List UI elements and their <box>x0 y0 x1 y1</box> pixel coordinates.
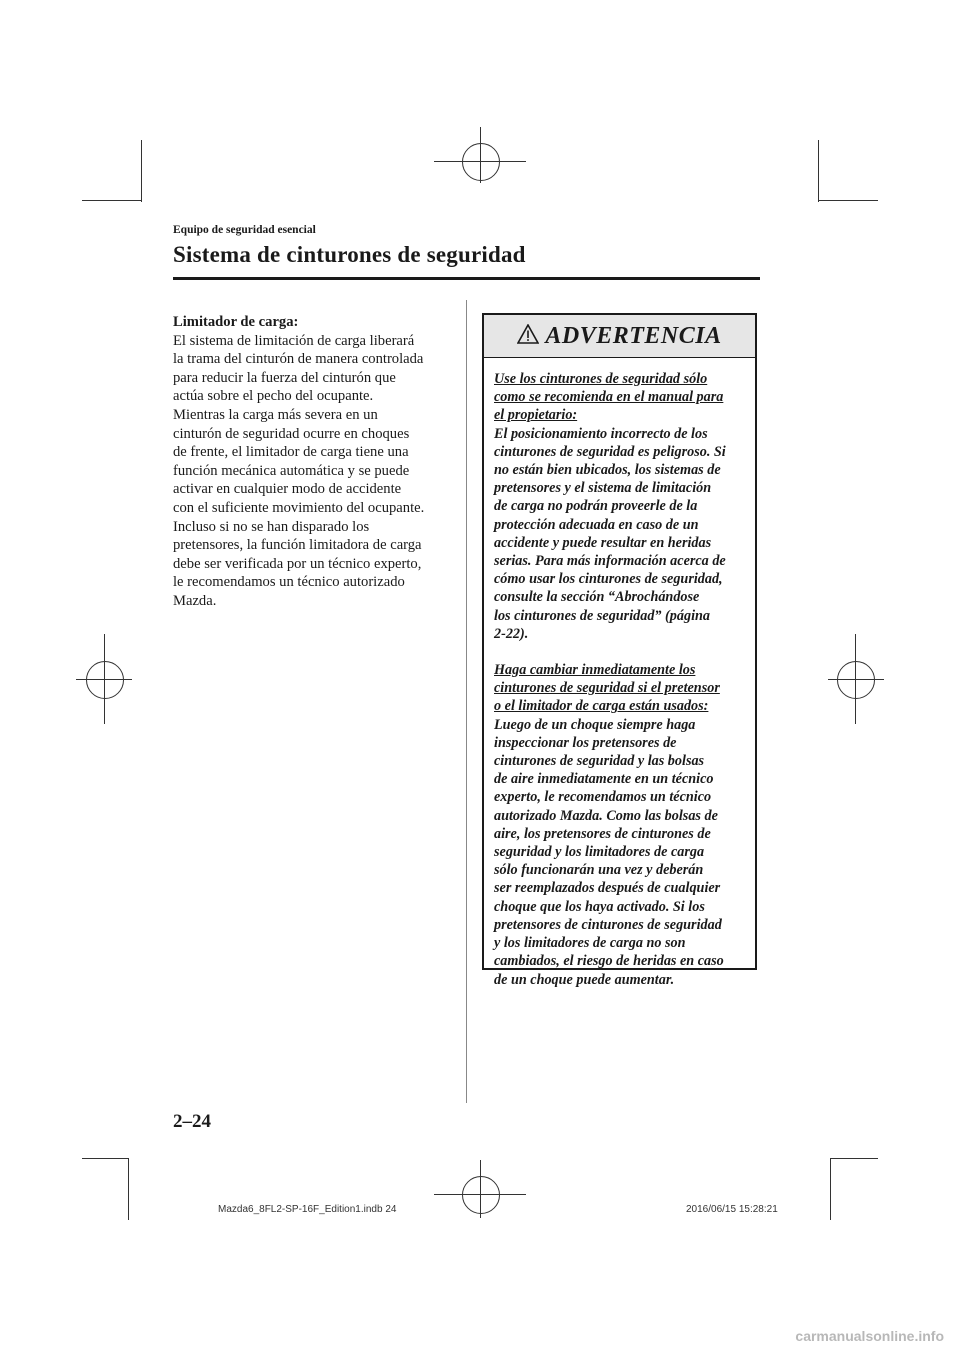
warning-line: aire, los pretensores de cinturones de <box>494 825 711 842</box>
warning-line: sólo funcionarán una vez y deberán <box>494 862 704 879</box>
warning-subheading: como se recomienda en el manual para <box>494 389 724 406</box>
warning-line: consulte la sección “Abrochándose <box>494 589 700 606</box>
warning-line: accidente y puede resultar en heridas <box>494 534 712 551</box>
warning-line: cambiados, el riesgo de heridas en caso <box>494 953 724 970</box>
left-line: cinturón de seguridad ocurre en choques <box>173 425 410 442</box>
warning-line: protección adecuada en caso de un <box>494 516 699 533</box>
paragraph-gap <box>494 643 752 661</box>
warning-title: ADVERTENCIA <box>545 322 722 349</box>
left-line: pretensores, la función limitadora de carga <box>173 537 422 554</box>
left-line: Mazda. <box>173 592 217 609</box>
warning-line: no están bien ubicados, los sistemas de <box>494 462 721 479</box>
left-line: la trama del cinturón de manera controlada <box>173 351 424 368</box>
warning-line: cómo usar los cinturones de seguridad, <box>494 571 723 588</box>
warning-line: serias. Para más información acerca de <box>494 553 726 570</box>
title-rule <box>173 277 760 280</box>
footer-date-info: 2016/06/15 15:28:21 <box>686 1204 778 1215</box>
warning-subheading: Haga cambiar inmediatamente los <box>494 662 696 679</box>
warning-line: cinturones de seguridad y las bolsas <box>494 753 705 770</box>
left-line: para reducir la fuerza del cinturón que <box>173 369 396 386</box>
warning-line: autorizado Mazda. Como las bolsas de <box>494 807 718 824</box>
warning-line: de carga no podrán proveerle de la <box>494 498 698 515</box>
warning-line: cinturones de seguridad es peligroso. Si <box>494 443 726 460</box>
warning-box <box>482 313 757 988</box>
left-line: le recomendamos un técnico autorizado <box>173 574 405 591</box>
warning-line: choque que los haya activado. Si los <box>494 898 705 915</box>
warning-line: y los limitadores de carga no son <box>494 935 686 952</box>
warning-line: pretensores de cinturones de seguridad <box>494 916 722 933</box>
warning-subheading: Use los cinturones de seguridad sólo <box>494 371 708 387</box>
warning-header <box>484 315 755 358</box>
watermark <box>0 1328 960 1358</box>
warning-line: 2-22). <box>494 625 529 642</box>
warning-line: seguridad y los limitadores de carga <box>494 844 705 861</box>
left-line: Mientras la carga más severa en un <box>173 406 378 423</box>
warning-line: de un choque puede aumentar. <box>494 971 675 988</box>
left-line: función mecánica automática y se puede <box>173 462 410 479</box>
left-line: de frente, el limitador de carga tiene una <box>173 444 409 461</box>
left-line: debe ser verificada por un técnico experto, <box>173 555 422 572</box>
warning-line: experto, le recomendamos un técnico <box>494 789 712 806</box>
warning-body <box>494 370 752 989</box>
column-divider <box>466 300 467 1103</box>
warning-subheading: o el limitador de carga están usados: <box>494 698 709 715</box>
warning-line: los cinturones de seguridad” (página <box>494 607 710 624</box>
warning-line: pretensores y el sistema de limitación <box>494 480 712 497</box>
page-title: Sistema de cinturones de seguridad <box>173 242 526 267</box>
warning-line: El posicionamiento incorrecto de los <box>494 425 708 442</box>
warning-line: Luego de un choque siempre haga <box>494 716 696 733</box>
load-limiter-heading: Limitador de carga: <box>173 314 299 330</box>
warning-line: de aire inmediatamente en un técnico <box>494 771 714 788</box>
watermark-text: carmanualsonline.info <box>795 1328 944 1344</box>
warning-triangle-icon <box>517 324 539 349</box>
warning-line: inspeccionar los pretensores de <box>494 734 677 751</box>
left-column <box>173 313 458 611</box>
warning-line: ser reemplazados después de cualquier <box>494 880 721 897</box>
left-line: El sistema de limitación de carga liberará <box>173 332 415 349</box>
page-number: 2–24 <box>173 1111 211 1132</box>
section-label: Equipo de seguridad esencial <box>173 224 316 236</box>
left-line: Incluso si no se han disparado los <box>173 518 370 535</box>
warning-subheading: el propietario: <box>494 407 578 424</box>
left-line: actúa sobre el pecho del ocupante. <box>173 388 374 405</box>
warning-subheading: cinturones de seguridad si el pretensor <box>494 680 720 697</box>
left-line: con el suficiente movimiento del ocupante. <box>173 499 425 516</box>
left-line: activar en cualquier modo de accidente <box>173 481 402 498</box>
footer-file-info: Mazda6_8FL2-SP-16F_Edition1.indb 24 <box>218 1204 397 1215</box>
